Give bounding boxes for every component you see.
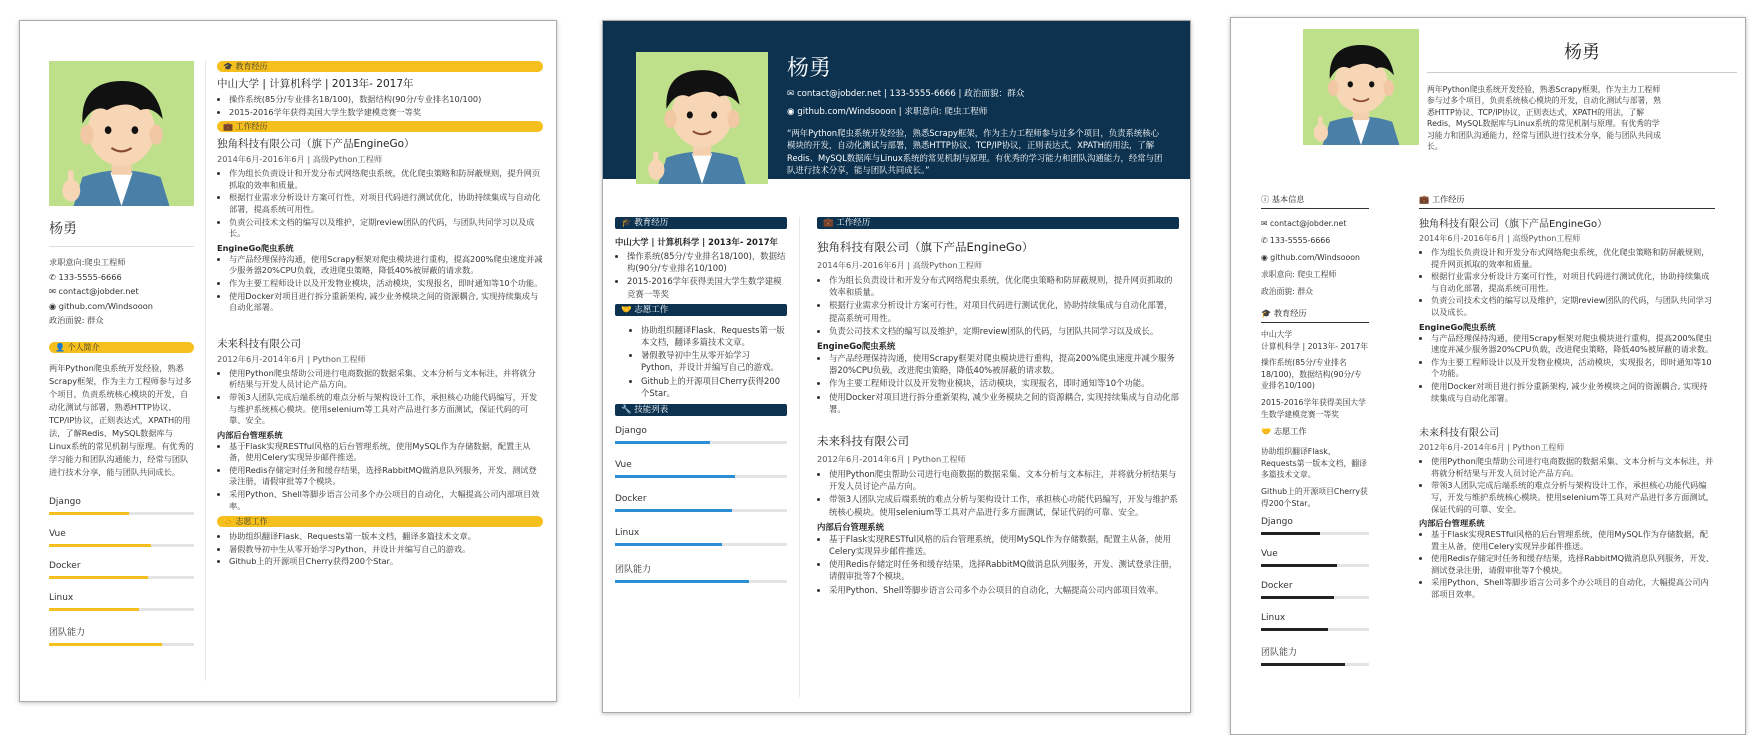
mail-icon: ✉ bbox=[787, 89, 797, 99]
job1-sub: EngineGo爬虫系统 bbox=[817, 341, 896, 352]
job1-company: 独角科技有限公司（旗下产品EngineGo） bbox=[817, 240, 1034, 254]
mail-icon: ✉ bbox=[1261, 219, 1271, 228]
mail-icon: ✉ bbox=[49, 286, 59, 296]
resume-minimal bbox=[1230, 17, 1746, 735]
skill-item: Docker bbox=[49, 561, 194, 579]
skill-item: Linux bbox=[49, 593, 194, 611]
section-work: 💼 工作经历 bbox=[217, 121, 543, 132]
section-volunteer: 🤝 志愿工作 bbox=[217, 516, 543, 527]
resume-yellow bbox=[19, 20, 557, 702]
contact-info: 求职意向:爬虫工程师 ✆ 133-5555-6666 ✉ contact@jobder.net ◉ github.com/Windsooon 政治面貌: 群众 bbox=[49, 257, 153, 325]
job1-sub: EngineGo爬虫系统 bbox=[1419, 321, 1496, 332]
section-education: 🎓 教育经历 bbox=[1261, 308, 1369, 323]
skill-level-fill bbox=[1261, 564, 1337, 567]
skill-level-fill bbox=[615, 509, 732, 512]
skill-level-fill bbox=[49, 576, 148, 579]
skill-level-fill bbox=[49, 544, 151, 547]
name: 杨勇 bbox=[49, 218, 194, 247]
briefcase-icon: 💼 bbox=[823, 218, 837, 228]
skill-level-fill bbox=[49, 512, 129, 515]
left-column bbox=[615, 217, 787, 583]
education-title: 中山大学 | 计算机科学 | 2013年- 2017年 bbox=[217, 78, 414, 90]
contact-info: ✉ contact@jobder.net ✆ 133-5555-6666 ◉ github.com/Windsooon 求职意向: 爬虫工程师 政治面貌: 群众 bbox=[1261, 219, 1360, 296]
user-icon: 👤 bbox=[55, 342, 68, 352]
skill-list bbox=[49, 497, 194, 646]
skill-item: 团队能力 bbox=[1261, 645, 1369, 666]
job2-company: 未来科技有限公司 bbox=[1419, 428, 1499, 440]
skill-level-fill bbox=[1261, 628, 1328, 631]
job2-list: • 使用Python爬虫帮助公司进行电商数据的数据采集、文本分析与文本标注，并将就分析结果与开发人员讨论产品方向。 • 带领3人团队完成后端系统的难点分析与架构设计工作，承担核心功能代码编写，开发与维护系统核心模块。使用selenium等工具对产品进行多方面测试，保证代码的可靠、安全。 bbox=[1419, 456, 1715, 515]
briefcase-icon: 💼 bbox=[1419, 194, 1432, 204]
job2-list: • 使用Python爬虫帮助公司进行电商数据的数据采集、文本分析与文本标注，并将就分析结果与开发人员讨论产品方向。 • 带领3人团队完成后端系统的难点分析与架构设计工作，承担核心功能代码编写，开发与维护系统核心模块。使用selenium等工具对产品进行多方面测试，保证代码的可靠、安全。 bbox=[217, 368, 543, 427]
name: 杨勇 bbox=[787, 56, 832, 81]
tools-icon: 🔧 bbox=[621, 405, 635, 416]
github-icon: ◉ bbox=[49, 300, 59, 311]
job2-sub: 内部后台管理系统 bbox=[817, 521, 884, 532]
education-list: • 操作系统(85分/专业排名18/100)，数据结构(90分/专业排名10/100) • 2015-2016学年获得美国大学生数学建模竞赛一等奖 bbox=[217, 94, 543, 118]
skill-item: Docker bbox=[615, 494, 787, 512]
job2-date: 2012年6月-2014年6月 | Python工程师 bbox=[1419, 443, 1565, 453]
skill-level-fill bbox=[1261, 596, 1334, 599]
section-education: 🎓 教育经历 bbox=[615, 217, 787, 229]
name: 杨勇 bbox=[1427, 38, 1737, 73]
skill-level-fill bbox=[615, 580, 749, 583]
job1-sublist: • 与产品经理保持沟通，使用Scrapy框架对爬虫模块进行重构，提高200%爬虫速度并减少服务器20%CPU负载，改进爬虫策略，降低40%被屏蔽的请求数。 • 作为主要工程师设计以及开发物业模块，活动模块，实现报名，即时通知等10个功能。 • 使用Docker对项目进行拆分重新架构, 减少业务模块之间的资源耦合, 实现持续集成与自动化部署。 bbox=[217, 254, 543, 314]
quote: “两年Python爬虫系统开发经验，熟悉Scrapy框架，作为主力工程师参与过多个项目，负责系统核心模块的开发，自动化测试与部署，熟悉HTTP协议、TCP/IP协议，正则表达式，XPATH的用法，了解Redis、MySQL数据库与Linux系统的常见机制与原理。有优秀的学习能力和团队沟通能力，经常与团队进行技术分享，能与团队共同成长。” bbox=[787, 128, 1163, 176]
job2-sublist: • 基于Flask实现RESTful风格的后台管理系统，使用MySQL作为存储数据，配置主从备，使用Celery实现异步邮件推送。 • 使用Redis存储定时任务和缓存结果，选择RabbitMQ做消息队列服务，开发、测试登录注册，请假审批等7个模块。 • 采用Python、Shell等脚步语言公司多个办公项目的自动化，大幅提高公司内部项目效率。 bbox=[217, 441, 543, 513]
section-work: 💼 工作经历 bbox=[1419, 194, 1715, 209]
skill-item: Linux bbox=[615, 528, 787, 546]
briefcase-icon: 💼 bbox=[223, 122, 236, 132]
volunteer-list: • 协助组织翻译Flask、Requests第一版本文档，翻译多篇技术文章。 • 暑假教导初中生从零开始学习Python，并设计并编写自己的游戏。 • Github上的开源项目Cherry获得200个Star。 bbox=[217, 531, 543, 568]
info-icon: ⓘ bbox=[1261, 194, 1272, 204]
section-volunteer: 🤝 志愿工作 bbox=[1261, 426, 1307, 437]
avatar bbox=[636, 52, 768, 184]
job2-sublist: • 基于Flask实现RESTful风格的后台管理系统，使用MySQL作为存储数据，配置主从备，使用Celery实现异步邮件推送。 • 使用Redis存储定时任务和缓存结果，选择RabbitMQ做消息队列服务，开发、测试登录注册，请假审批等7个模块。 • 采用Python、Shell等脚步语言公司多个办公项目的自动化，大幅提高公司内部项目效率。 bbox=[1419, 529, 1715, 601]
section-education: 🎓 教育经历 bbox=[217, 61, 543, 72]
main-column bbox=[817, 217, 1179, 597]
job1-company: 独角科技有限公司（旗下产品EngineGo） bbox=[217, 138, 415, 151]
job1-list: • 作为组长负责设计和开发分布式网络爬虫系统，优化爬虫策略和防屏蔽规则，提升网页抓取的效率和质量。 • 根据行业需求分析设计方案可行性，对项目代码进行测试优化，协助持续集成与自动化部署，提高系统可用性。 • 负责公司技术文档的编写以及维护，定期review团队的代码，与团队共同学习以及成长。 bbox=[217, 168, 543, 240]
hands-icon: 🤝 bbox=[223, 517, 236, 527]
sidebar bbox=[49, 61, 194, 646]
header-band bbox=[603, 21, 1191, 179]
skill-item: Docker bbox=[1261, 581, 1369, 599]
skill-item: Linux bbox=[1261, 613, 1369, 631]
job2-date: 2012年6月-2014年6月 | Python工程师 bbox=[817, 454, 966, 465]
graduation-cap-icon: 🎓 bbox=[621, 218, 635, 228]
skill-level-fill bbox=[615, 441, 710, 444]
hands-icon: 🤝 bbox=[1261, 426, 1274, 437]
volunteer-list: • 协助组织翻译Flask、Requests第一版本文档，翻译多篇技术文章。 • 暑假教导初中生从零开始学习Python，并设计并编写自己的游戏。 • Github上的开源项目Cherry获得200个Star。 bbox=[615, 324, 787, 399]
job2-sublist: • 基于Flask实现RESTful风格的后台管理系统，使用MySQL作为存储数据，配置主从备，使用Celery实现异步邮件推送。 • 使用Redis存储定时任务和缓存结果，选择RabbitMQ做消息队列服务，开发、测试登录注册，请假审批等7个模块。 • 采用Python、Shell等脚步语言公司多个办公项目的自动化，大幅提高公司内部项目效率。 bbox=[817, 533, 1179, 596]
section-volunteer: 🤝 志愿工作 bbox=[615, 304, 787, 316]
job1-sub: EngineGo爬虫系统 bbox=[217, 242, 294, 253]
job2-sub: 内部后台管理系统 bbox=[217, 429, 283, 440]
contact-line: ✉ contact@jobder.net | 133-5555-6666 | 政治面貌：群众 bbox=[787, 89, 1025, 99]
skill-item: Django bbox=[615, 426, 787, 444]
job2-company: 未来科技有限公司 bbox=[817, 434, 909, 449]
skill-list bbox=[1261, 517, 1369, 666]
skill-item: 团队能力 bbox=[49, 625, 194, 646]
job1-list: • 作为组长负责设计和开发分布式网络爬虫系统，优化爬虫策略和防屏蔽规则，提升网页抓取的效率和质量。 • 根据行业需求分析设计方案可行性，对项目代码进行测试优化，协助持续集成与自动化部署，提高系统可用性。 • 负责公司技术文档的编写以及维护，定期review团队的代码，与团队共同学习以及成长。 bbox=[1419, 247, 1715, 319]
graduation-cap-icon: 🎓 bbox=[223, 62, 236, 71]
job1-sublist: • 与产品经理保持沟通，使用Scrapy框架对爬虫模块进行重构，提高200%爬虫速度并减少服务器20%CPU负载，改进爬虫策略，降低40%被屏蔽的请求数。 • 作为主要工程师设计以及开发物业模块，活动模块，实现报名，即时通知等10个功能。 • 使用Docker对项目进行拆分重新架构, 减少业务模块之间的资源耦合, 实现持续集成与自动化部署。 bbox=[817, 352, 1179, 415]
main-column bbox=[1419, 194, 1715, 602]
github-icon: ◉ bbox=[787, 107, 798, 117]
job1-sublist: • 与产品经理保持沟通，使用Scrapy框架对爬虫模块进行重构，提高200%爬虫速度并减少服务器20%CPU负载，改进爬虫策略，降低40%被屏蔽的请求数。 • 作为主要工程师设计以及开发物业模块，活动模块，实现报名，即时通知等10个功能。 • 使用Docker对项目进行拆分重新架构, 减少业务模块之间的资源耦合, 实现持续集成与自动化部署。 bbox=[1419, 333, 1715, 405]
job2-date: 2012年6月-2014年6月 | Python工程师 bbox=[217, 353, 366, 364]
skill-item: Vue bbox=[49, 529, 194, 547]
education-list: • 操作系统(85分/专业排名18/100)，数据结构(90分/专业排名10/100) • 2015-2016学年获得美国大学生数学建模竞赛一等奖 bbox=[615, 250, 787, 300]
section-basic: ⓘ 基本信息 bbox=[1261, 194, 1369, 209]
section-intro: 👤 个人简介 bbox=[49, 342, 194, 353]
skill-level-fill bbox=[49, 608, 139, 611]
section-work: 💼 工作经历 bbox=[817, 217, 1179, 229]
skill-level-fill bbox=[49, 643, 162, 646]
skill-level-fill bbox=[1261, 663, 1345, 666]
skill-level-fill bbox=[615, 543, 722, 546]
phone-icon: ✆ bbox=[1261, 236, 1271, 245]
job2-list: • 使用Python爬虫帮助公司进行电商数据的数据采集、文本分析与文本标注，并将就分析结果与开发人员讨论产品方向。 • 带领3人团队完成后端系统的难点分析与架构设计工作，承担核心功能代码编写，开发与维护系统核心模块。使用selenium等工具对产品进行多方面测试，保证代码的可靠、安全。 bbox=[817, 468, 1179, 518]
skill-item: Vue bbox=[615, 460, 787, 478]
summary: 两年Python爬虫系统开发经验，熟悉Scrapy框架，作为主力工程师参与过多个项目，负责系统核心模块的开发，自动化测试与部署，熟悉HTTP协议、TCP/IP协议，正则表达式，XPATH的用法，了解Redis、MySQL数据库与Linux系统的常见机制与原理。有优秀的学习能力和团队沟通能力，经常与团队进行技术分享，能与团队共同成长。 bbox=[1427, 85, 1661, 152]
education-info: 中山大学 计算机科学 | 2013年- 2017年 操作系统(85分/专业排名18/100)，数据结构(90分/专业排名10/100) 2015-2016学年获得美国大学生数学建模竞赛一等奖 bbox=[1261, 330, 1369, 419]
skill-level-fill bbox=[1261, 532, 1320, 535]
job1-company: 独角科技有限公司（旗下产品EngineGo） bbox=[1419, 219, 1608, 230]
job1-date: 2014年6月-2016年6月 | 高级Python工程师 bbox=[217, 154, 383, 165]
avatar bbox=[1303, 29, 1419, 145]
skill-level-fill bbox=[615, 475, 735, 478]
hands-icon: 🤝 bbox=[621, 304, 635, 315]
job1-list: • 作为组长负责设计和开发分布式网络爬虫系统，优化爬虫策略和防屏蔽规则，提升网页抓取的效率和质量。 • 根据行业需求分析设计方案可行性，对项目代码进行测试优化，协助持续集成与自动化部署，提高系统可用性。 • 负责公司技术文档的编写以及维护，定期review团队的代码，与团队共同学习以及成长。 bbox=[817, 274, 1179, 337]
skill-list bbox=[615, 426, 787, 583]
education-title: 中山大学 | 计算机科学 | 2013年- 2017年 bbox=[615, 237, 778, 247]
skill-item: Django bbox=[49, 497, 194, 515]
summary: 两年Python爬虫系统开发经验，熟悉Scrapy框架，作为主力工程师参与过多个项目，负责系统核心模块的开发，自动化测试与部署，熟悉HTTP协议、TCP/IP协议，正则表达式，XPATH的用法，了解Redis、MySQL数据库与Linux系统的常见机制与原理。有优秀的学习能力和团队沟通能力，经常与团队进行技术分享，能与团队共同成长。 bbox=[49, 362, 194, 477]
job2-sub: 内部后台管理系统 bbox=[1419, 518, 1485, 529]
avatar bbox=[49, 61, 194, 206]
section-skills: 🔧 技能列表 bbox=[615, 404, 787, 416]
github-line: ◉ github.com/Windsooon | 求职意向: 爬虫工程师 bbox=[787, 107, 988, 117]
skill-item: Django bbox=[1261, 517, 1369, 535]
job1-date: 2014年6月-2016年6月 | 高级Python工程师 bbox=[817, 260, 983, 270]
graduation-cap-icon: 🎓 bbox=[1261, 308, 1274, 318]
main-column bbox=[217, 61, 543, 569]
skill-item: 团队能力 bbox=[615, 562, 787, 583]
resume-navy bbox=[602, 20, 1191, 713]
job2-company: 未来科技有限公司 bbox=[217, 337, 301, 350]
volunteer-info: 协助组织翻译Flask、Requests第一版本文档，翻译多篇技术文章。 Github上的开源项目Cherry获得200个Star。 bbox=[1261, 447, 1368, 508]
phone-icon: ✆ bbox=[49, 271, 59, 282]
job1-date: 2014年6月-2016年6月 | 高级Python工程师 bbox=[1419, 234, 1581, 243]
skill-item: Vue bbox=[1261, 549, 1369, 567]
left-column bbox=[1261, 194, 1369, 666]
github-icon: ◉ bbox=[1261, 253, 1271, 262]
